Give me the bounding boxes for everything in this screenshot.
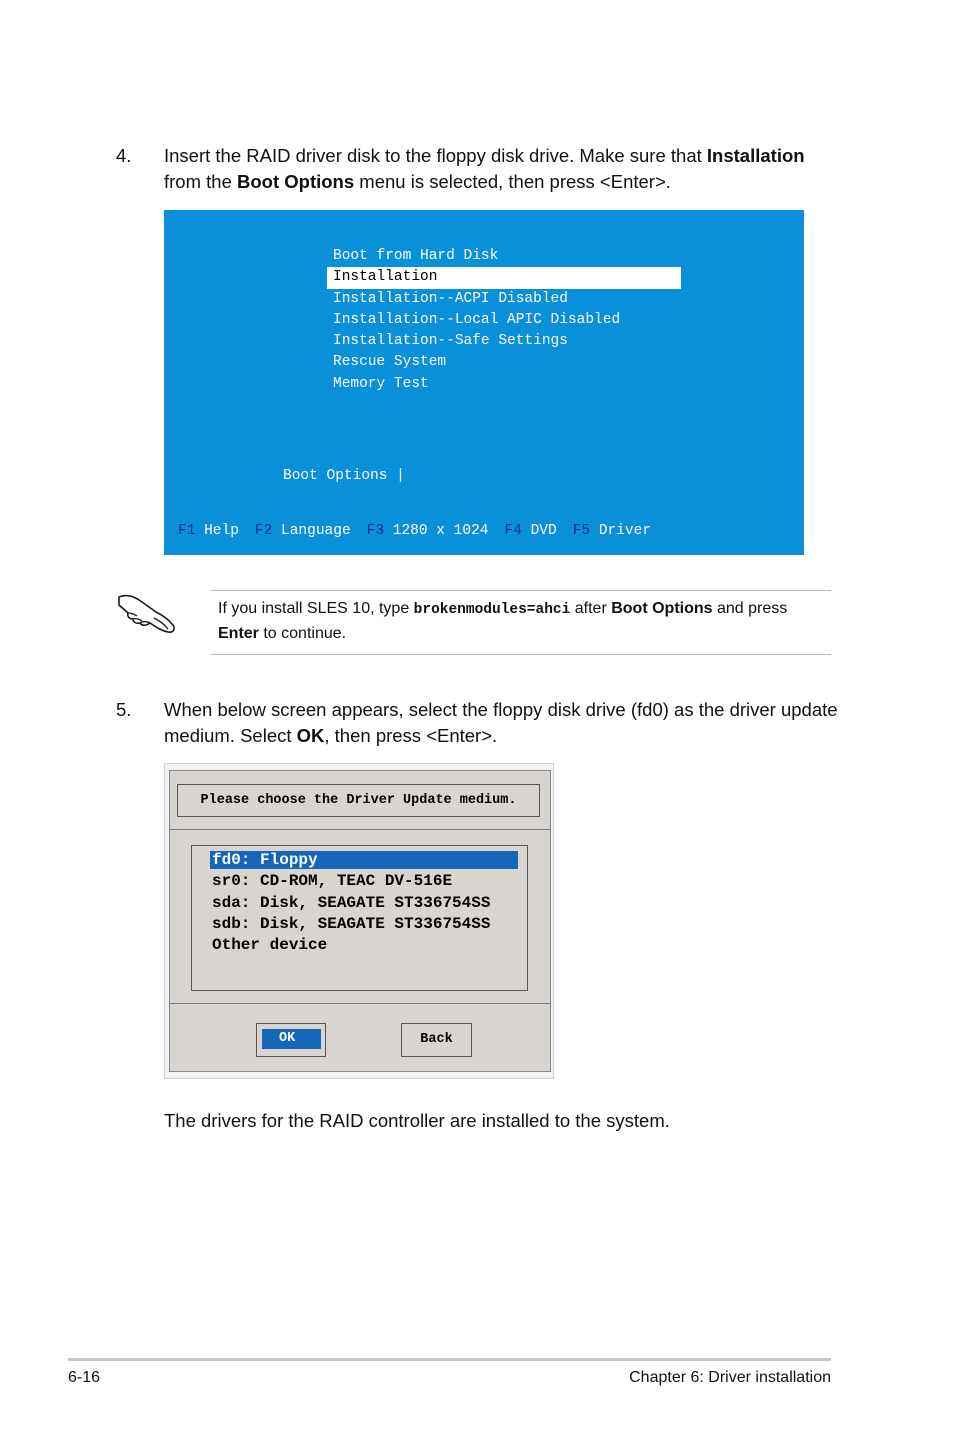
- pointing-hand-icon: [116, 588, 178, 636]
- fkey-key[interactable]: F2: [254, 523, 273, 539]
- fkey-label: Driver: [598, 523, 652, 539]
- driver-update-dialog: [169, 770, 551, 1072]
- page-number: 6-16: [68, 1369, 101, 1386]
- driver-medium-option[interactable]: sr0: CD-ROM, TEAC DV-516E: [212, 872, 453, 891]
- boot-menu-item[interactable]: Rescue System: [333, 354, 447, 371]
- function-key-bar: [178, 523, 651, 539]
- chapter-title: Chapter 6: Driver installation: [629, 1369, 831, 1386]
- boot-menu-item[interactable]: Installation--Local APIC Disabled: [333, 311, 621, 328]
- step-number: 4.: [116, 145, 132, 166]
- dialog-divider: [170, 829, 550, 830]
- step-text: Insert the RAID driver disk to the floppy disk drive. Make sure that Installation from the Boot Options menu is selected, then press <Enter>.: [164, 145, 805, 192]
- driver-medium-option[interactable]: sdb: Disk, SEAGATE ST336754SS: [212, 914, 491, 933]
- driver-medium-option[interactable]: fd0: Floppy: [210, 851, 518, 869]
- note-top-rule: [210, 590, 831, 591]
- fkey-key[interactable]: F3: [366, 523, 385, 539]
- driver-medium-list[interactable]: [191, 845, 528, 991]
- boot-menu: [327, 246, 681, 395]
- fkey-key[interactable]: F4: [504, 523, 522, 539]
- fkey-label: 1280 x 1024: [392, 523, 489, 539]
- ok-button-label: OK: [262, 1029, 321, 1049]
- fkey-label: Language: [281, 523, 351, 539]
- driver-medium-option[interactable]: sda: Disk, SEAGATE ST336754SS: [212, 893, 491, 912]
- result-text: The drivers for the RAID controller are installed to the system.: [164, 1110, 670, 1131]
- boot-options-screen: [164, 210, 804, 555]
- fkey-label: Help: [204, 523, 239, 539]
- back-button[interactable]: Back: [401, 1023, 472, 1057]
- dialog-title: Please choose the Driver Update medium.: [177, 784, 540, 817]
- ok-button[interactable]: [256, 1023, 326, 1057]
- fkey-key[interactable]: F5: [572, 523, 591, 539]
- boot-options-prompt[interactable]: Boot Options |: [283, 468, 405, 484]
- step-text: When below screen appears, select the floppy disk drive (fd0) as the driver update medium. Select OK, then press <Enter>.: [164, 699, 838, 746]
- boot-menu-item[interactable]: Memory Test: [333, 375, 429, 392]
- note-text: If you install SLES 10, type brokenmodules=ahci after Boot Options and press Enter to continue.: [218, 600, 788, 642]
- note-bottom-rule: [210, 654, 831, 655]
- boot-menu-item[interactable]: Installation: [327, 267, 681, 288]
- boot-menu-item[interactable]: Boot from Hard Disk: [333, 248, 499, 264]
- boot-menu-item[interactable]: Installation--Safe Settings: [333, 333, 568, 350]
- footer-rule: [68, 1358, 831, 1361]
- fkey-label: DVD: [530, 523, 557, 539]
- boot-menu-item[interactable]: Installation--ACPI Disabled: [333, 290, 568, 307]
- dialog-divider: [170, 1003, 550, 1004]
- driver-medium-option[interactable]: Other device: [212, 936, 328, 955]
- fkey-key[interactable]: F1: [178, 523, 196, 539]
- step-number: 5.: [116, 699, 132, 720]
